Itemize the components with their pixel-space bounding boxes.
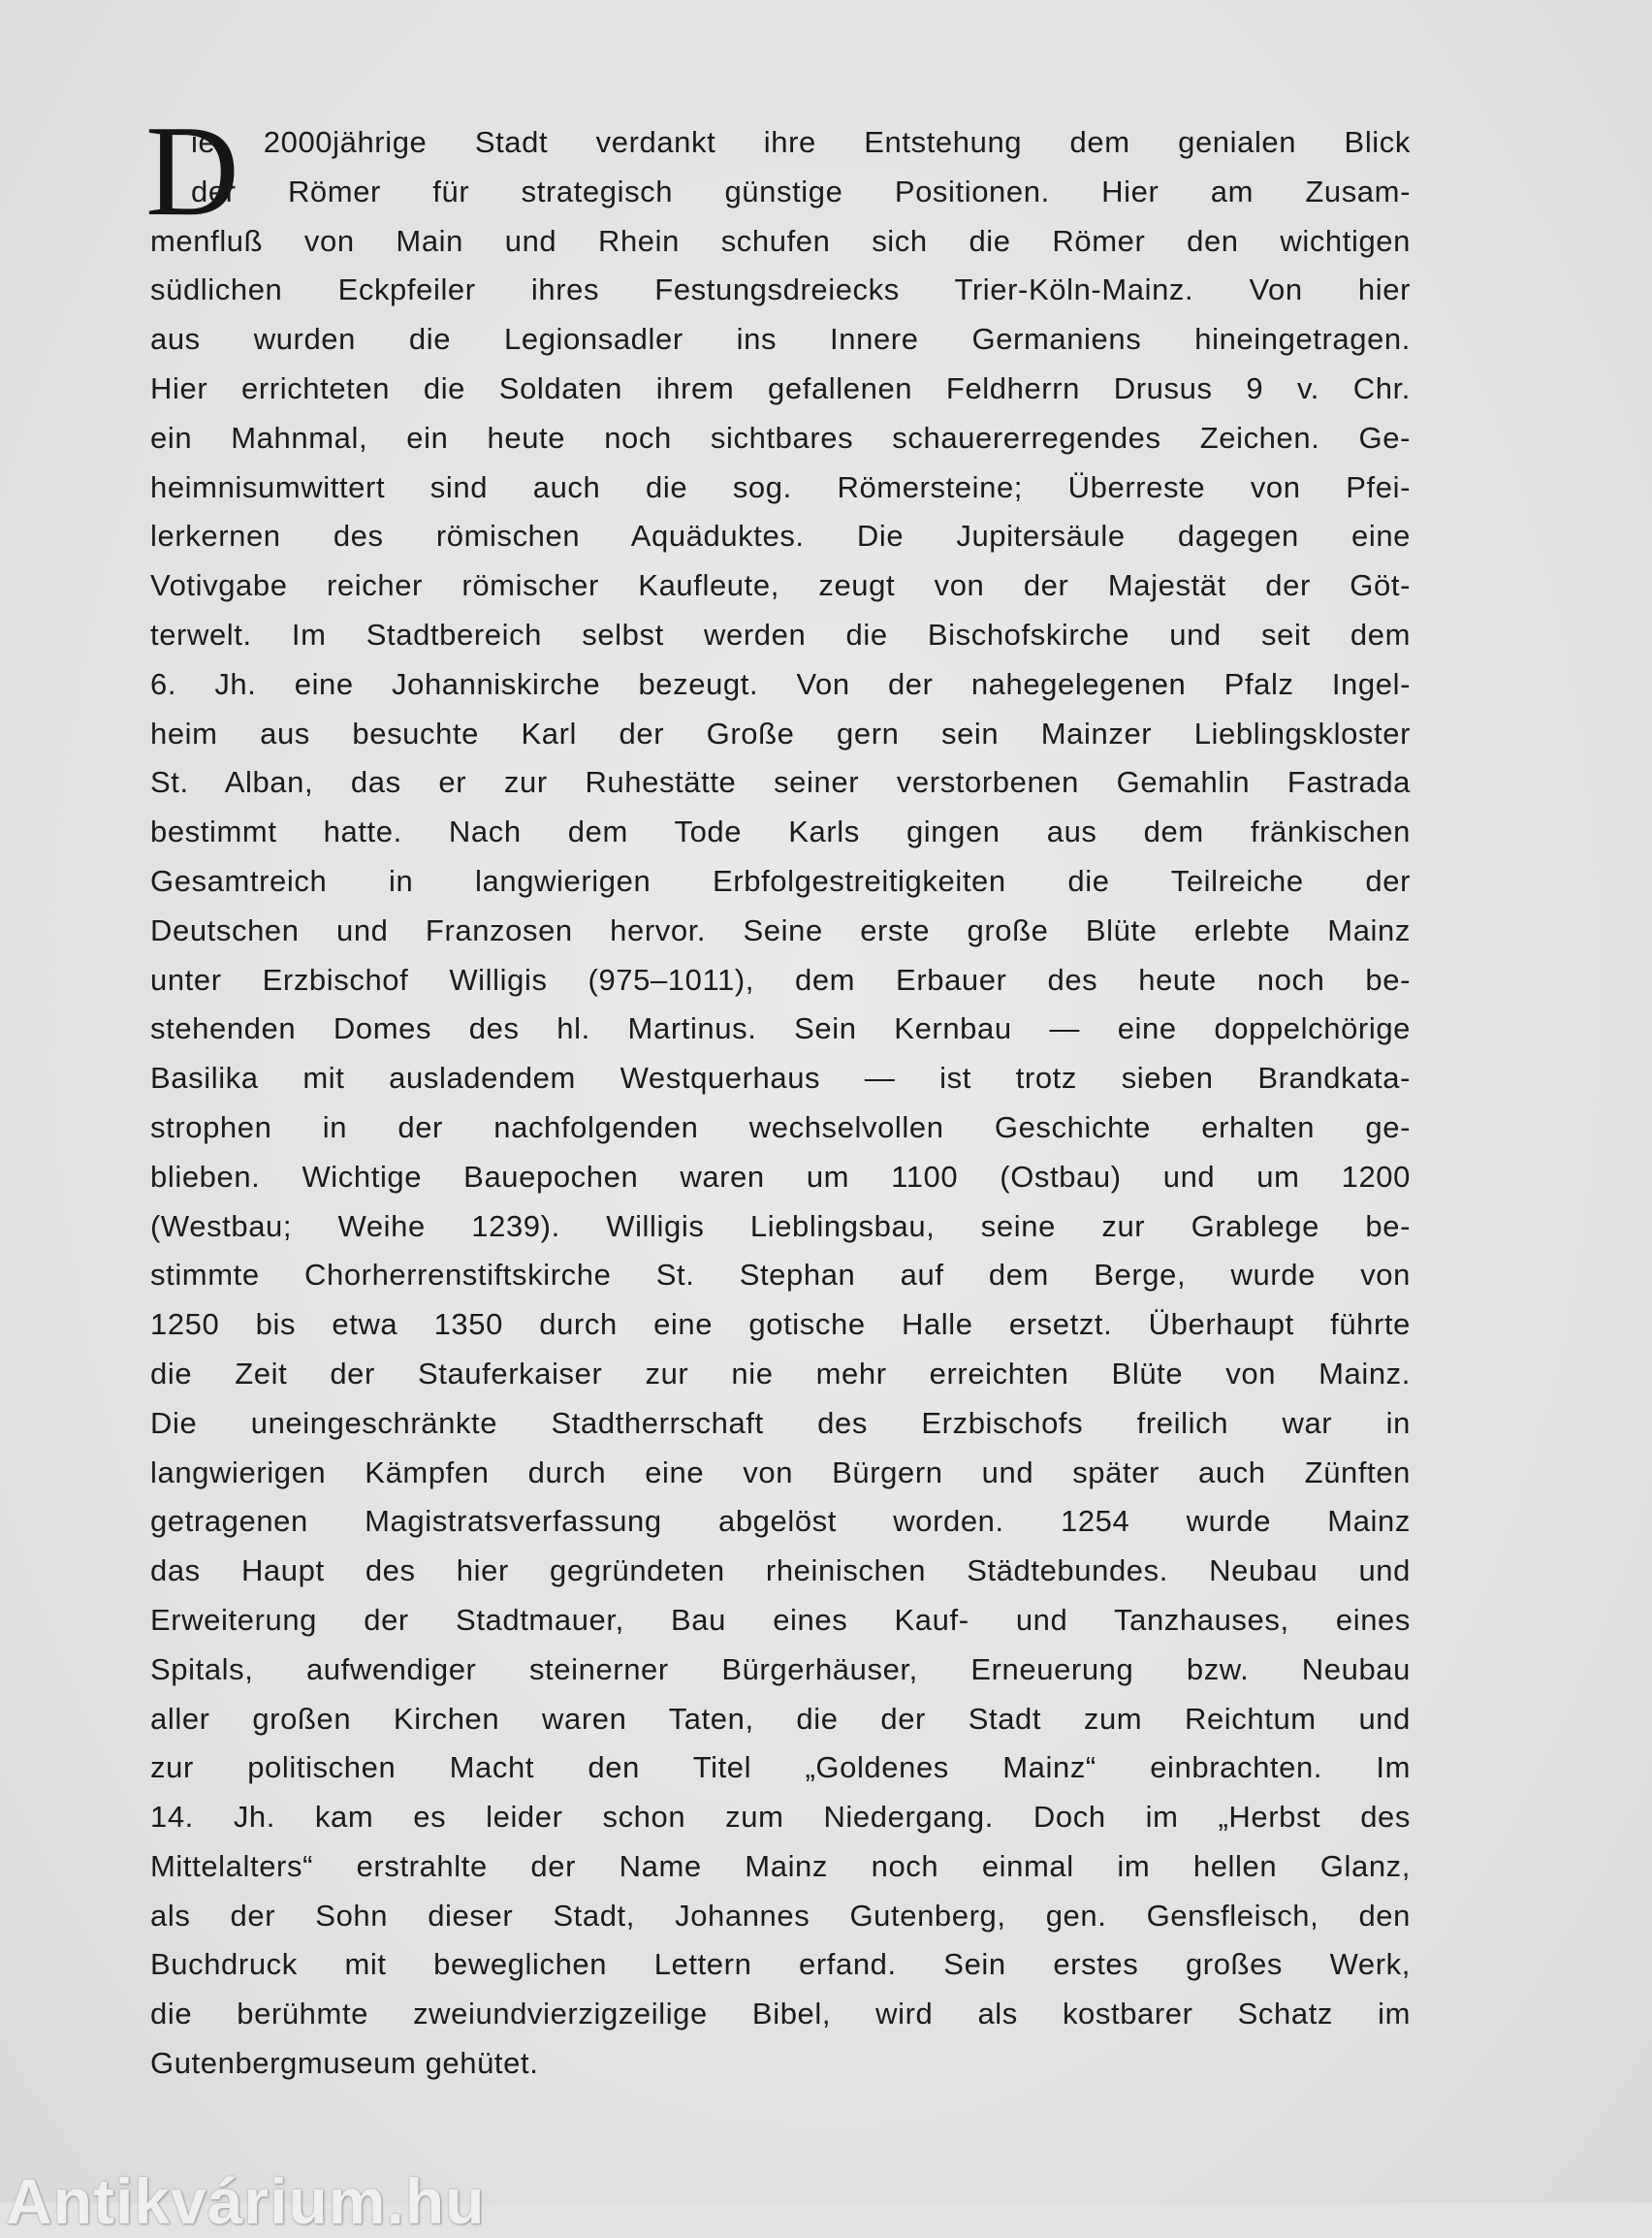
text-line: terwelt. Im Stadtbereich selbst werden die Bischofskirche und seit dem	[150, 617, 1411, 652]
text-line: Gutenbergmuseum gehütet.	[150, 2046, 539, 2081]
text-line: ein Mahnmal, ein heute noch sichtbares schauererregendes Zeichen. Ge-	[150, 420, 1411, 455]
text-line: strophen in der nachfolgenden wechselvollen Geschichte erhalten ge-	[150, 1109, 1411, 1144]
text-line: Erweiterung der Stadtmauer, Bau eines Kauf- und Tanzhauses, eines	[150, 1602, 1411, 1637]
text-line: blieben. Wichtige Bauepochen waren um 1100 (Ostbau) und um 1200	[150, 1159, 1411, 1194]
watermark: Antikvárium.hu	[6, 2165, 486, 2237]
text-line: St. Alban, das er zur Ruhestätte seiner verstorbenen Gemahlin Fastrada	[150, 765, 1411, 800]
text-line: Hier errichteten die Soldaten ihrem gefallenen Feldherrn Drusus 9 v. Chr.	[150, 370, 1411, 405]
text-line: Gesamtreich in langwierigen Erbfolgestreitigkeiten die Teilreiche der	[150, 863, 1411, 898]
text-line: aller großen Kirchen waren Taten, die der Stadt zum Reichtum und	[150, 1701, 1411, 1736]
text-line: lerkernen des römischen Aquäduktes. Die Jupitersäule dagegen eine	[150, 519, 1411, 554]
body-text	[150, 118, 1411, 2089]
text-line: stehenden Domes des hl. Martinus. Sein Kernbau — eine doppelchörige	[150, 1011, 1411, 1046]
text-line: heimnisumwittert sind auch die sog. Römersteine; Überreste von Pfei-	[150, 469, 1411, 504]
text-line: Buchdruck mit beweglichen Lettern erfand. Sein erstes großes Werk,	[150, 1947, 1411, 1982]
drop-cap: D	[145, 99, 239, 242]
text-line: heim aus besuchte Karl der Große gern sein Mainzer Lieblingskloster	[150, 716, 1411, 751]
text-line: die berühmte zweiundvierzigzeilige Bibel, wird als kostbarer Schatz im	[150, 1997, 1411, 2031]
text-line: 6. Jh. eine Johanniskirche bezeugt. Von der nahegelegenen Pfalz Ingel-	[150, 666, 1411, 701]
text-line: 1250 bis etwa 1350 durch eine gotische Halle ersetzt. Überhaupt führte	[150, 1307, 1411, 1342]
text-line: der Römer für strategisch günstige Positionen. Hier am Zusam-	[191, 174, 1411, 208]
text-line: ie 2000jährige Stadt verdankt ihre Entstehung dem genialen Blick	[191, 125, 1411, 159]
text-line: aus wurden die Legionsadler ins Innere Germaniens hineingetragen.	[150, 322, 1411, 357]
text-line: Spitals, aufwendiger steinerner Bürgerhäuser, Erneuerung bzw. Neubau	[150, 1651, 1411, 1686]
text-line: langwierigen Kämpfen durch eine von Bürgern und später auch Zünften	[150, 1455, 1411, 1489]
text-line: Mittelalters“ erstrahlte der Name Mainz noch einmal im hellen Glanz,	[150, 1848, 1411, 1883]
text-line: Deutschen und Franzosen hervor. Seine erste große Blüte erlebte Mainz	[150, 912, 1411, 947]
text-line: als der Sohn dieser Stadt, Johannes Gutenberg, gen. Gensfleisch, den	[150, 1898, 1411, 1933]
text-line: stimmte Chorherrenstiftskirche St. Stephan auf dem Berge, wurde von	[150, 1258, 1411, 1293]
text-line: südlichen Eckpfeiler ihres Festungsdreiecks Trier-Köln-Mainz. Von hier	[150, 272, 1411, 307]
text-line: (Westbau; Weihe 1239). Willigis Lieblingsbau, seine zur Grablege be-	[150, 1208, 1411, 1243]
text-line: das Haupt des hier gegründeten rheinischen Städtebundes. Neubau und	[150, 1553, 1411, 1588]
text-line: unter Erzbischof Willigis (975–1011), dem Erbauer des heute noch be-	[150, 962, 1411, 997]
text-line: Basilika mit ausladendem Westquerhaus — ist trotz sieben Brandkata-	[150, 1061, 1411, 1096]
text-line: 14. Jh. kam es leider schon zum Niedergang. Doch im „Herbst des	[150, 1800, 1411, 1835]
text-line: Die uneingeschränkte Stadtherrschaft des Erzbischofs freilich war in	[150, 1405, 1411, 1440]
text-line: bestimmt hatte. Nach dem Tode Karls gingen aus dem fränkischen	[150, 815, 1411, 849]
text-line: die Zeit der Stauferkaiser zur nie mehr erreichten Blüte von Mainz.	[150, 1356, 1411, 1391]
text-line: menfluß von Main und Rhein schufen sich die Römer den wichtigen	[150, 223, 1411, 258]
text-line: getragenen Magistratsverfassung abgelöst worden. 1254 wurde Mainz	[150, 1504, 1411, 1539]
text-line: zur politischen Macht den Titel „Goldenes Mainz“ einbrachten. Im	[150, 1750, 1411, 1785]
text-line: Votivgabe reicher römischer Kaufleute, zeugt von der Majestät der Göt-	[150, 568, 1411, 603]
